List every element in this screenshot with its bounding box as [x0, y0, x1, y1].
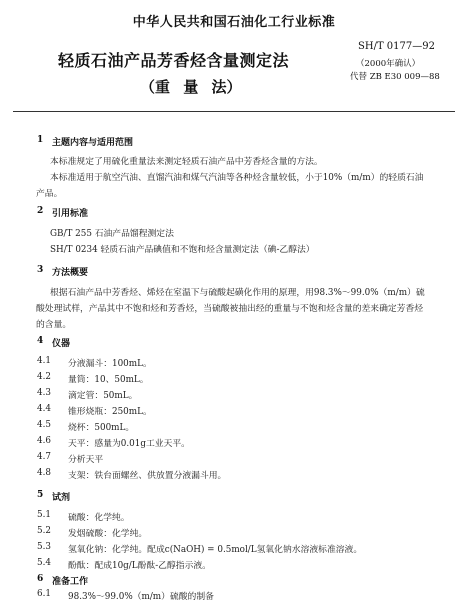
section-number: 5	[37, 490, 44, 500]
document-title: 轻质石油产品芳香烃含量测定法	[58, 51, 290, 70]
paragraph: 本标准规定了用硫化重量法来测定轻质石油产品中芳香烃含量的方法。	[50, 157, 323, 167]
reference-item: GB/T 255 石油产品馏程测定法	[50, 229, 174, 239]
item-number: 4.5	[37, 420, 51, 430]
section-title: 准备工作	[52, 577, 89, 587]
item-number: 4.3	[37, 388, 51, 398]
subsection-item: 98.3%～99.0%（m/m）硫酸的制备	[68, 592, 214, 602]
paragraph: 本标准适用于航空汽油、直馏汽油和煤气汽油等各种烃含量较低，小于10%（m/m）的轻质石油	[50, 173, 424, 183]
instrument-item: 量筒：10、50mL。	[68, 375, 149, 385]
item-number: 5.1	[37, 510, 51, 520]
item-number: 4.6	[37, 436, 51, 446]
standard-replaces: 代替 ZB E30 009—88	[350, 72, 440, 82]
instrument-item: 烧杯：500mL。	[68, 423, 135, 433]
document-subtitle: （重 量 法）	[140, 78, 242, 96]
item-number: 5.3	[37, 542, 51, 552]
item-number: 5.2	[37, 526, 51, 536]
reference-item: SH/T 0234 轻质石油产品碘值和不饱和烃含量测定法（碘-乙醇法）	[50, 245, 315, 255]
instrument-item: 天平：感量为0.01g工业天平。	[68, 439, 190, 449]
standard-number: SH/T 0177—92	[358, 41, 435, 52]
section-number: 3	[37, 265, 44, 275]
section-title: 仪器	[52, 339, 71, 349]
section-number: 1	[37, 135, 44, 145]
standard-category-header: 中华人民共和国石油化工行业标准	[132, 15, 336, 30]
item-number: 6.1	[37, 589, 51, 599]
reagent-item: 硫酸：化学纯。	[68, 513, 130, 523]
reagent-item: 酚酞：配成10g/L酚酞-乙醇指示液。	[68, 561, 211, 571]
paragraph: 产品。	[36, 189, 63, 199]
section-title: 方法概要	[52, 268, 89, 278]
paragraph: 根据石油产品中芳香烃、烯烃在室温下与硫酸起磺化作用的原理，用98.3%～99.0%（m/m）硫	[50, 288, 425, 298]
item-number: 4.7	[37, 452, 51, 462]
section-number: 4	[37, 336, 44, 346]
section-number: 6	[37, 574, 44, 584]
section-title: 试剂	[52, 493, 71, 503]
item-number: 4.8	[37, 468, 51, 478]
item-number: 4.2	[37, 372, 51, 382]
instrument-item: 支架：铁台面螺丝、供放置分液漏斗用。	[68, 471, 227, 481]
reagent-item: 发烟硫酸：化学纯。	[68, 529, 148, 539]
instrument-item: 分液漏斗：100mL。	[68, 359, 152, 369]
section-title: 主题内容与适用范围	[52, 138, 134, 148]
section-title: 引用标准	[52, 209, 89, 219]
item-number: 4.4	[37, 404, 51, 414]
instrument-item: 分析天平	[68, 455, 104, 465]
paragraph: 酸处理试样，产品其中不饱和烃和芳香烃，当硫酸被抽出经的重量与不饱和烃含量的差来确定芳香烃	[36, 304, 424, 314]
standard-confirm-date: （2000年确认）	[356, 59, 421, 69]
item-number: 4.1	[37, 356, 51, 366]
header-divider	[13, 111, 455, 112]
reagent-item: 氢氧化钠：化学纯。配成c(NaOH) = 0.5mol/L氢氧化钠水溶液标准溶液。	[68, 545, 363, 555]
paragraph: 的含量。	[36, 320, 72, 330]
instrument-item: 滴定管：50mL。	[68, 391, 138, 401]
item-number: 5.4	[37, 558, 51, 568]
section-number: 2	[37, 206, 44, 216]
instrument-item: 锥形烧瓶：250mL。	[68, 407, 152, 417]
